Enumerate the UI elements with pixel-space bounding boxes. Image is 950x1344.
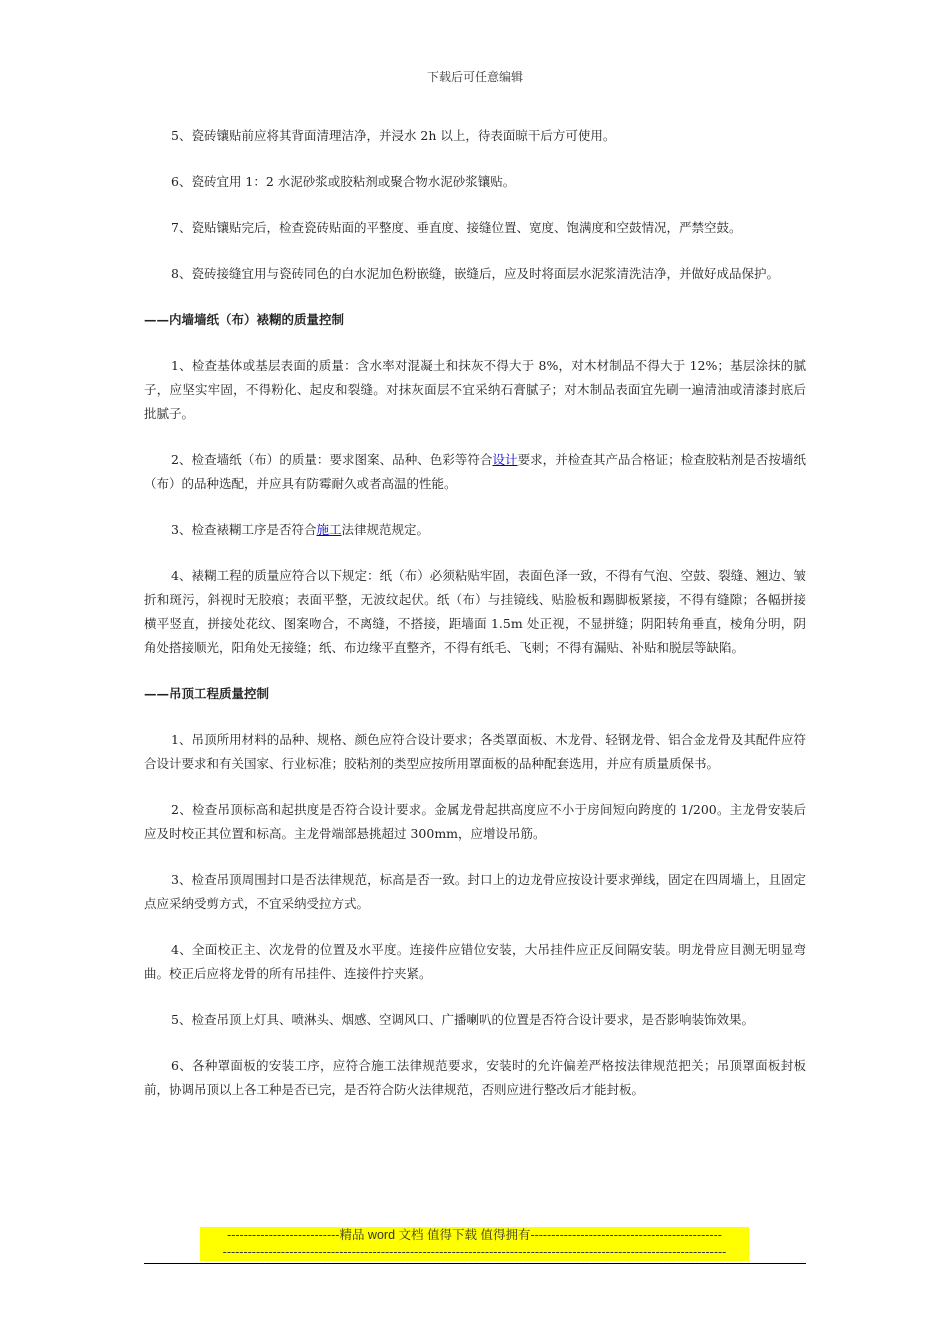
paragraph-text: 要求，并检查其产品合格证；检查胶粘剂是否按墙纸（布）的品种选配，并应具有防霉耐久或者高温的性能。 [144, 452, 806, 491]
paragraph-wallpaper-2 [144, 448, 806, 496]
paragraph-tile-6: 6、瓷砖宜用 1：2 水泥砂浆或胶粘剂或聚合物水泥砂浆镶贴。 [171, 174, 516, 189]
design-link[interactable]: 设计 [492, 452, 518, 467]
paragraph-tile-8: 8、瓷砖接缝宜用与瓷砖同色的白水泥加色粉嵌缝，嵌缝后，应及时将面层水泥浆清洗洁净，并做好成品保护。 [171, 266, 779, 281]
paragraph-wallpaper-3 [144, 518, 806, 542]
construction-link[interactable]: 施工 [316, 522, 342, 537]
paragraph-wallpaper-1: 1、检查基体或基层表面的质量：含水率对混凝土和抹灰不得大于 8%，对木材制品不得大于 12%；基层涂抹的腻子，应坚实牢固，不得粉化、起皮和裂缝。对抹灰面层不宜采纳石膏腻子；对木制品表面宜先刷一遍清油或清漆封底后批腻子。 [144, 358, 806, 421]
document-body [144, 124, 806, 1124]
paragraph-ceiling-4: 4、全面校正主、次龙骨的位置及水平度。连接件应错位安装，大吊挂件应正反间隔安装。明龙骨应目测无明显弯曲。校正后应将龙骨的所有吊挂件、连接件拧夹紧。 [144, 942, 806, 981]
footer-banner-dashes: ------------------------------------------------------------------------------------------------------------------------- [222, 1245, 727, 1259]
paragraph-ceiling-6: 6、各种罩面板的安装工序，应符合施工法律规范要求，安装时的允许偏差严格按法律规范把关；吊顶罩面板封板前，协调吊顶以上各工种是否已完，是否符合防火法律规范，否则应进行整改后才能封板。 [144, 1058, 806, 1097]
footer-banner [200, 1227, 749, 1261]
section-heading-ceiling: ——吊顶工程质量控制 [144, 686, 270, 701]
paragraph-ceiling-2: 2、检查吊顶标高和起拱度是否符合设计要求。金属龙骨起拱高度应不小于房间短向跨度的 1/200。主龙骨安装后应及时校正其位置和标高。主龙骨端部悬挑超过 300mm，应增设吊筋。 [144, 802, 806, 841]
paragraph-tile-5: 5、瓷砖镶贴前应将其背面清理洁净，并浸水 2h 以上，待表面晾干后方可使用。 [171, 128, 616, 143]
page-header: 下载后可任意编辑 [426, 70, 523, 84]
paragraph-ceiling-1: 1、吊顶所用材料的品种、规格、颜色应符合设计要求；各类罩面板、木龙骨、轻钢龙骨、铝合金龙骨及其配件应符合设计要求和有关国家、行业标准；胶粘剂的类型应按所用罩面板的品种配套选用，并应有质量质保书。 [144, 732, 806, 771]
paragraph-text: 2、检查墙纸（布）的质量：要求图案、品种、色彩等符合 [171, 452, 493, 467]
paragraph-ceiling-5: 5、检查吊顶上灯具、喷淋头、烟感、空调风口、广播喇叭的位置是否符合设计要求，是否影响装饰效果。 [171, 1012, 754, 1027]
paragraph-text: 法律规范规定。 [341, 522, 429, 537]
paragraph-wallpaper-4: 4、裱糊工程的质量应符合以下规定：纸（布）必须粘贴牢固，表面色泽一致，不得有气泡、空鼓、裂缝、翘边、皱折和斑污，斜视时无胶痕；表面平整，无波纹起伏。纸（布）与挂镜线、贴脸板和踢脚板紧接，不得有缝隙；各幅拼接横平竖直，拼接处花纹、图案吻合，不离缝，不搭接，距墙面 1.5m 处正视，不显拼缝；阴阳转角垂直，棱角分明，阴角处搭接顺光，阳角处无接缝；纸、布边缘平直整齐，不得有纸毛、飞刺；不得有漏贴、补贴和脱层等缺陷。 [144, 568, 806, 655]
paragraph-tile-7: 7、瓷贴镶贴完后，检查瓷砖贴面的平整度、垂直度、接缝位置、宽度、饱满度和空鼓情况，严禁空鼓。 [171, 220, 742, 235]
paragraph-ceiling-3: 3、检查吊顶周围封口是否法律规范，标高是否一致。封口上的边龙骨应按设计要求弹线，固定在四周墙上，且固定点应采纳受剪方式，不宜采纳受拉方式。 [144, 872, 806, 911]
paragraph-text: 3、检查裱糊工序是否符合 [171, 522, 317, 537]
section-heading-wallpaper: ——内墙墙纸（布）裱糊的质量控制 [144, 312, 345, 327]
footer-banner-text: ---------------------------精品 word 文档 值得下载 值得拥有---------------------------------------------- [227, 1228, 722, 1242]
footer-divider [144, 1263, 806, 1264]
